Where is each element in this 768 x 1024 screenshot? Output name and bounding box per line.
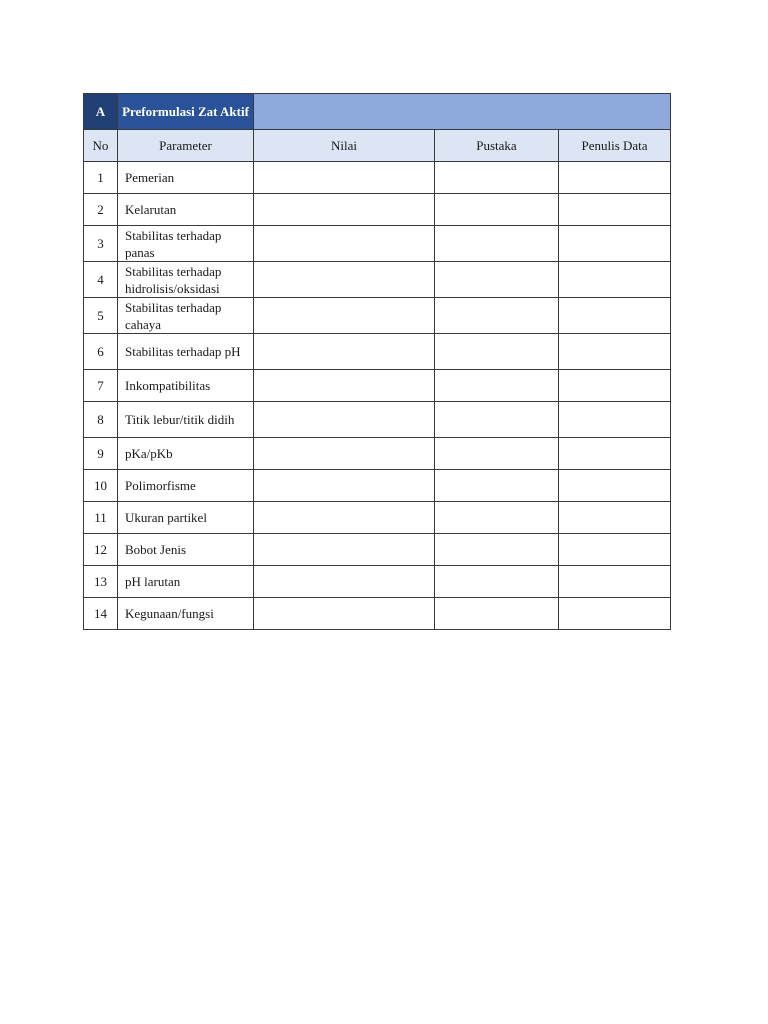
nilai-cell[interactable] <box>254 402 435 438</box>
nilai-cell[interactable] <box>254 534 435 566</box>
parameter-cell: Bobot Jenis <box>118 534 254 566</box>
column-header-pustaka: Pustaka <box>435 130 559 162</box>
pustaka-cell[interactable] <box>435 566 559 598</box>
parameter-cell: Inkompatibilitas <box>118 370 254 402</box>
table-row <box>84 534 671 566</box>
row-number: 8 <box>84 402 118 438</box>
parameter-cell: Kegunaan/fungsi <box>118 598 254 630</box>
column-header-no: No <box>84 130 118 162</box>
pustaka-cell[interactable] <box>435 262 559 298</box>
table-row <box>84 402 671 438</box>
section-header-row <box>84 94 671 130</box>
table-row <box>84 194 671 226</box>
parameter-cell: Kelarutan <box>118 194 254 226</box>
row-number: 4 <box>84 262 118 298</box>
nilai-cell[interactable] <box>254 370 435 402</box>
penulis-data-cell[interactable] <box>559 438 671 470</box>
penulis-data-cell[interactable] <box>559 402 671 438</box>
nilai-cell[interactable] <box>254 502 435 534</box>
row-number: 10 <box>84 470 118 502</box>
parameter-cell: Polimorfisme <box>118 470 254 502</box>
nilai-cell[interactable] <box>254 470 435 502</box>
row-number: 13 <box>84 566 118 598</box>
column-header-nilai: Nilai <box>254 130 435 162</box>
pustaka-cell[interactable] <box>435 226 559 262</box>
column-header-penulis-data: Penulis Data <box>559 130 671 162</box>
nilai-cell[interactable] <box>254 262 435 298</box>
row-number: 14 <box>84 598 118 630</box>
row-number: 5 <box>84 298 118 334</box>
parameter-cell: Stabilitas terhadap panas <box>118 226 254 262</box>
row-number: 11 <box>84 502 118 534</box>
penulis-data-cell[interactable] <box>559 566 671 598</box>
penulis-data-cell[interactable] <box>559 370 671 402</box>
row-number: 3 <box>84 226 118 262</box>
nilai-cell[interactable] <box>254 162 435 194</box>
pustaka-cell[interactable] <box>435 438 559 470</box>
penulis-data-cell[interactable] <box>559 598 671 630</box>
penulis-data-cell[interactable] <box>559 262 671 298</box>
nilai-cell[interactable] <box>254 566 435 598</box>
row-number: 7 <box>84 370 118 402</box>
parameter-cell: Titik lebur/titik didih <box>118 402 254 438</box>
row-number: 9 <box>84 438 118 470</box>
nilai-cell[interactable] <box>254 334 435 370</box>
penulis-data-cell[interactable] <box>559 194 671 226</box>
nilai-cell[interactable] <box>254 194 435 226</box>
row-number: 1 <box>84 162 118 194</box>
penulis-data-cell[interactable] <box>559 534 671 566</box>
nilai-cell[interactable] <box>254 298 435 334</box>
column-header-parameter: Parameter <box>118 130 254 162</box>
pustaka-cell[interactable] <box>435 194 559 226</box>
table-row <box>84 598 671 630</box>
nilai-cell[interactable] <box>254 598 435 630</box>
parameter-cell: Stabilitas terhadap pH <box>118 334 254 370</box>
parameter-cell: pH larutan <box>118 566 254 598</box>
pustaka-cell[interactable] <box>435 402 559 438</box>
penulis-data-cell[interactable] <box>559 226 671 262</box>
row-number: 6 <box>84 334 118 370</box>
penulis-data-cell[interactable] <box>559 334 671 370</box>
penulis-data-cell[interactable] <box>559 470 671 502</box>
nilai-cell[interactable] <box>254 438 435 470</box>
table-row <box>84 334 671 370</box>
pustaka-cell[interactable] <box>435 334 559 370</box>
penulis-data-cell[interactable] <box>559 298 671 334</box>
pustaka-cell[interactable] <box>435 162 559 194</box>
pustaka-cell[interactable] <box>435 370 559 402</box>
pustaka-cell[interactable] <box>435 534 559 566</box>
column-header-row <box>84 130 671 162</box>
section-letter: A <box>84 94 118 130</box>
parameter-cell: Stabilitas terhadap cahaya <box>118 298 254 334</box>
pustaka-cell[interactable] <box>435 502 559 534</box>
pustaka-cell[interactable] <box>435 298 559 334</box>
table-row <box>84 566 671 598</box>
nilai-cell[interactable] <box>254 226 435 262</box>
penulis-data-cell[interactable] <box>559 162 671 194</box>
preformulation-table <box>83 93 671 630</box>
table-row <box>84 502 671 534</box>
parameter-cell: pKa/pKb <box>118 438 254 470</box>
parameter-cell: Stabilitas terhadap hidrolisis/oksidasi <box>118 262 254 298</box>
table-row <box>84 262 671 298</box>
parameter-cell: Pemerian <box>118 162 254 194</box>
table-row <box>84 370 671 402</box>
table-row <box>84 162 671 194</box>
table-row <box>84 298 671 334</box>
pustaka-cell[interactable] <box>435 470 559 502</box>
row-number: 2 <box>84 194 118 226</box>
parameter-cell: Ukuran partikel <box>118 502 254 534</box>
table-row <box>84 470 671 502</box>
penulis-data-cell[interactable] <box>559 502 671 534</box>
section-title: Preformulasi Zat Aktif <box>118 94 254 130</box>
table-row <box>84 438 671 470</box>
row-number: 12 <box>84 534 118 566</box>
table-row <box>84 226 671 262</box>
section-header-fill <box>254 94 671 130</box>
pustaka-cell[interactable] <box>435 598 559 630</box>
